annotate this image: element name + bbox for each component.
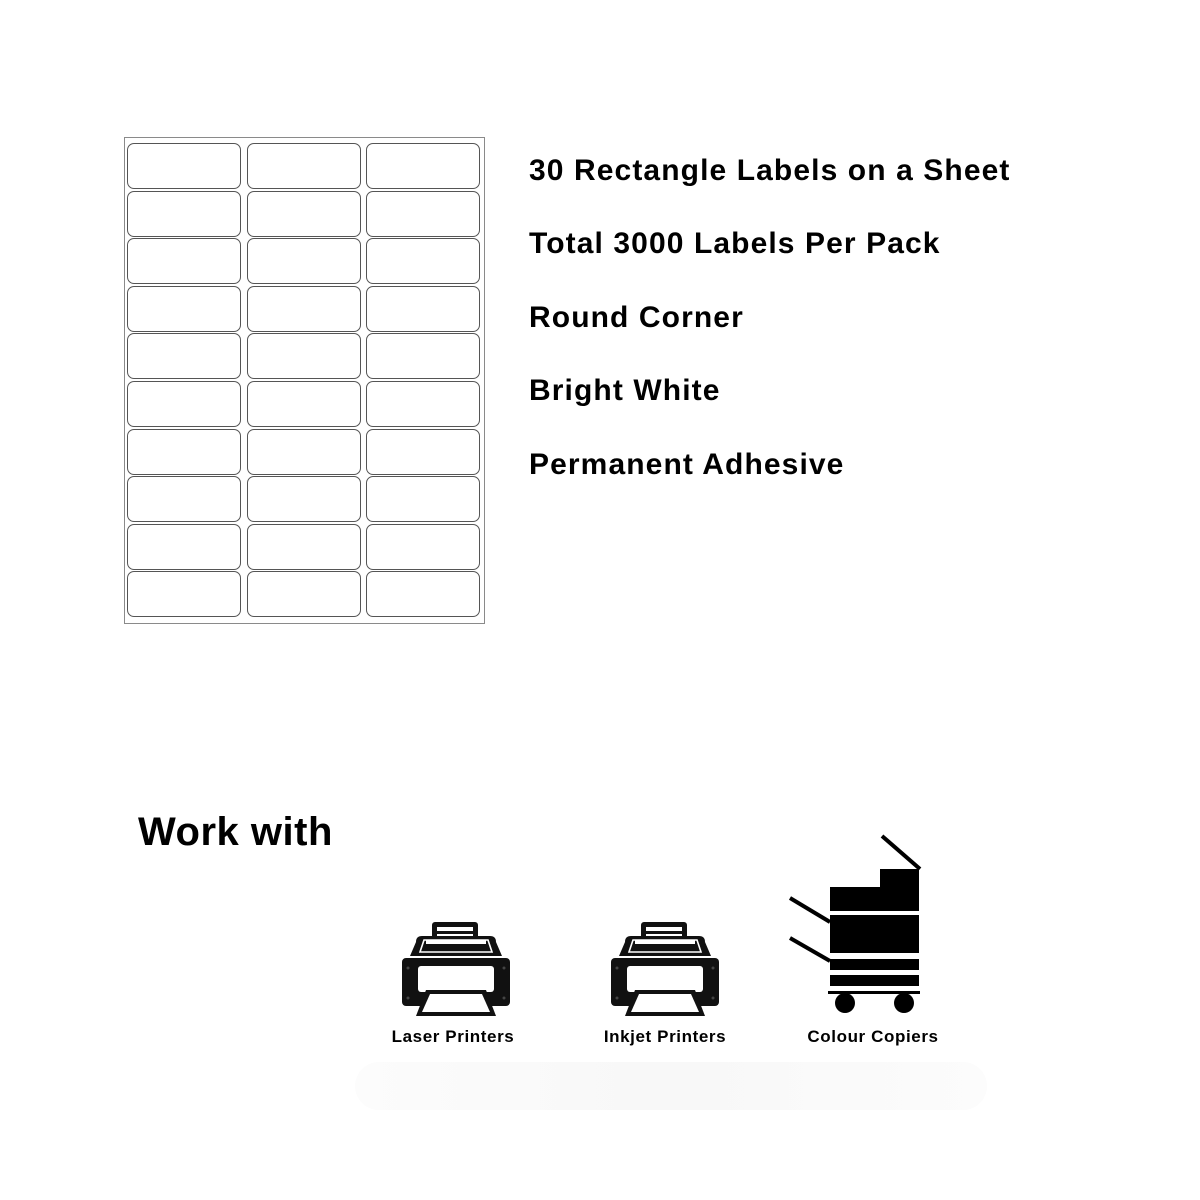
label-cell (247, 238, 361, 284)
label-cell (366, 333, 480, 379)
label-cell (127, 333, 241, 379)
feature-adhesive: Permanent Adhesive (529, 448, 845, 481)
label-cell (127, 381, 241, 427)
label-cell (366, 238, 480, 284)
label-cell (247, 476, 361, 522)
label-cell (247, 381, 361, 427)
label-cell (247, 143, 361, 189)
feature-pack-total: Total 3000 Labels Per Pack (529, 227, 941, 260)
feature-colour: Bright White (529, 374, 721, 407)
label-cell (366, 429, 480, 475)
label-cell (127, 238, 241, 284)
label-cell (247, 524, 361, 570)
label-cell (247, 286, 361, 332)
compatibility-heading: Work with (138, 810, 333, 854)
label-cell (127, 143, 241, 189)
label-cell (366, 143, 480, 189)
label-cell (127, 191, 241, 237)
inkjet-printer-icon (609, 918, 721, 1018)
device-label-copier: Colour Copiers (807, 1027, 939, 1046)
feature-label-count: 30 Rectangle Labels on a Sheet (529, 154, 1011, 187)
label-cell (366, 524, 480, 570)
device-label-laser: Laser Printers (391, 1027, 515, 1046)
colour-copier-icon (786, 832, 926, 1018)
label-cell (127, 571, 241, 617)
feature-corner-type: Round Corner (529, 301, 744, 334)
label-cell (127, 429, 241, 475)
label-cell (366, 571, 480, 617)
label-cell (366, 381, 480, 427)
laser-printer-icon (400, 918, 512, 1018)
device-label-inkjet: Inkjet Printers (603, 1027, 727, 1046)
label-cell (366, 286, 480, 332)
label-cell (127, 524, 241, 570)
label-cell (247, 571, 361, 617)
label-cell (127, 286, 241, 332)
label-cell (247, 191, 361, 237)
label-cell (366, 476, 480, 522)
label-cell (366, 191, 480, 237)
label-cell (247, 429, 361, 475)
label-sheet-diagram (124, 137, 485, 624)
label-cell (247, 333, 361, 379)
decorative-shadow (355, 1062, 987, 1110)
label-cell (127, 476, 241, 522)
